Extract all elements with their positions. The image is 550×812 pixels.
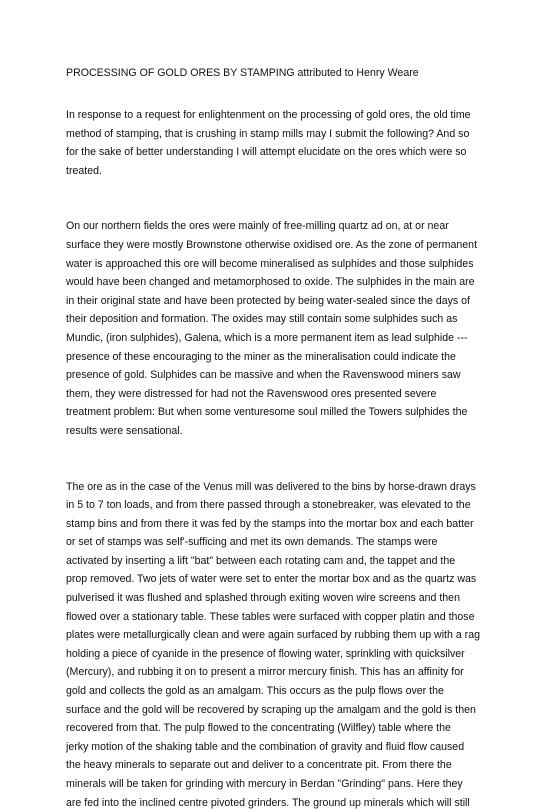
paragraph-line: or set of stamps was self'-sufficing and met its own demands. The stamps were — [66, 533, 500, 552]
paragraph-line: minerals will be taken for grinding with mercury in Berdan "Grinding" pans. Here they — [66, 775, 500, 794]
paragraph-line: the heavy minerals to separate out and deliver to a concentrate pit. From there the — [66, 756, 500, 775]
paragraph — [66, 106, 500, 180]
paragraph-line: prop removed. Two jets of water were set to enter the mortar box and as the quartz was — [66, 570, 500, 589]
paragraph-line: holding a piece of cyanide in the presence of flowing water, sprinkling with quicksilver — [66, 645, 500, 664]
paragraph-line: for the sake of better understanding I will attempt elucidate on the ores which were so — [66, 143, 500, 162]
paragraph-line: plates were metallurgically clean and were again surfaced by rubbing them up with a rag — [66, 626, 500, 645]
paragraph-line: activated by inserting a lift "bat" between each rotating cam and, the tappet and the — [66, 552, 500, 571]
paragraph-line: presence of these encouraging to the miner as the mineralisation could indicate the — [66, 348, 500, 367]
paragraph-line: (Mercury), and rubbing it on to present a mirror mercury finish. This has an affinity for — [66, 663, 500, 682]
paragraph-line: water is approached this ore will become mineralised as sulphides and those sulphides — [66, 255, 500, 274]
paragraph-line: are fed into the inclined centre pivoted grinders. The ground up minerals which will still — [66, 794, 500, 812]
paragraph-line: surface they were mostly Brownstone otherwise oxidised ore. As the zone of permanent — [66, 236, 500, 255]
paragraph-line: pulverised it was flushed and splashed through exiting woven wire screens and then — [66, 589, 500, 608]
paragraph-line: their deposition and formation. The oxides may still contain some sulphides such as — [66, 310, 500, 329]
paragraph-line: would have been changed and metamorphosed to oxide. The sulphides in the main are — [66, 273, 500, 292]
paragraph-line: flowed over a stationary table. These tables were surfaced with copper platin and those — [66, 608, 500, 627]
paragraph-line: treated. — [66, 162, 500, 181]
paragraph-line: surface and the gold will be recovered by scraping up the amalgam and the gold is then — [66, 701, 500, 720]
paragraph — [66, 478, 500, 812]
paragraph-line: In response to a request for enlightenment on the processing of gold ores, the old time — [66, 106, 500, 125]
paragraph-line: treatment problem: But when some venturesome soul milled the Towers sulphides the — [66, 403, 500, 422]
paragraph-line: jerky motion of the shaking table and the combination of gravity and fluid flow caused — [66, 738, 500, 757]
paragraph-line: method of stamping, that is crushing in stamp mills may I submit the following? And so — [66, 125, 500, 144]
paragraph-line: results were sensational. — [66, 422, 500, 441]
document-title: PROCESSING OF GOLD ORES BY STAMPING attributed to Henry Weare — [66, 66, 500, 80]
paragraph — [66, 217, 500, 440]
paragraph-line: stamp bins and from there it was fed by the stamps into the mortar box and each batter — [66, 515, 500, 534]
paragraph-line: them, they were distressed for had not the Ravenswood ores presented severe — [66, 385, 500, 404]
paragraph-line: gold and collects the gold as an amalgam. This occurs as the pulp flows over the — [66, 682, 500, 701]
paragraph-line: presence of gold. Sulphides can be massive and when the Ravenswood miners saw — [66, 366, 500, 385]
paragraph-line: in their original state and have been protected by being water-sealed since the days of — [66, 292, 500, 311]
paragraph-line: On our northern fields the ores were mainly of free-milling quartz ad on, at or near — [66, 217, 500, 236]
paragraph-line: The ore as in the case of the Venus mill was delivered to the bins by horse-drawn drays — [66, 478, 500, 497]
document-body — [66, 106, 500, 812]
paragraph-line: in 5 to 7 ton loads, and from there passed through a stonebreaker, was elevated to the — [66, 496, 500, 515]
paragraph-line: recovered from that. The pulp flowed to the concentrating (Wilfley) table where the — [66, 719, 500, 738]
paragraph-line: Mundic, (iron sulphides), Galena, which is a more permanent item as lead sulphide --- — [66, 329, 500, 348]
